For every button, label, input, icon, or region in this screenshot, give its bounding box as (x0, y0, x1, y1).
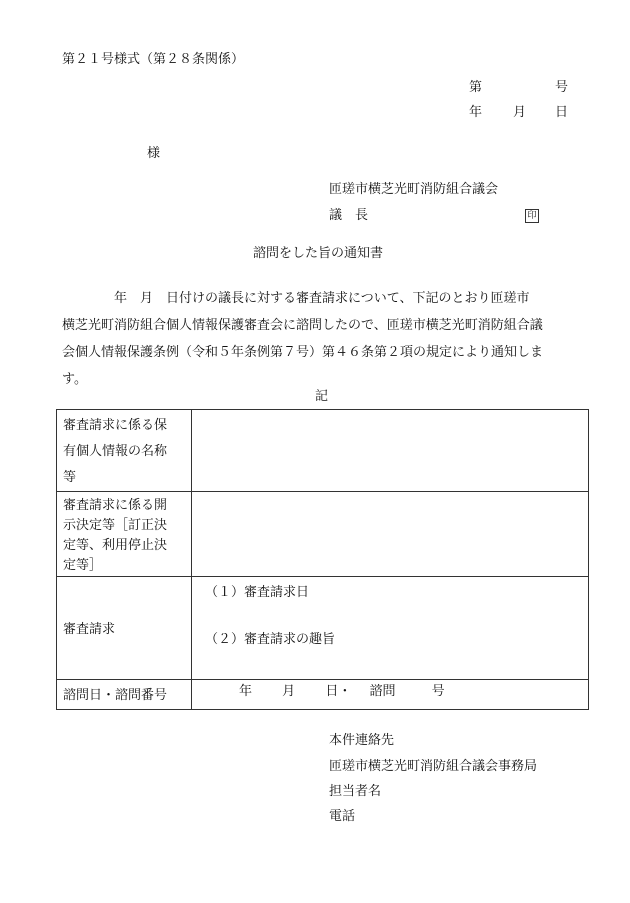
date-year: 年 (469, 105, 483, 120)
body-paragraph (62, 285, 582, 393)
sender-organization: 匝瑳市横芝光町消防組合議会 (329, 182, 499, 197)
date-month: 月 (513, 105, 527, 120)
value-inquiry-date-number[interactable]: 年 月 日・ 諮問 号 (192, 680, 589, 710)
contact-office: 匝瑳市横芝光町消防組合議会事務局 (329, 759, 538, 774)
seal-mark (525, 208, 539, 224)
body-line: 年 月 日付けの議長に対する審査請求について、下記のとおり匝瑳市 (62, 291, 530, 306)
contact-person: 担当者名 (329, 784, 382, 799)
date-day: 日 (555, 105, 569, 120)
document-number-suffix: 号 (555, 80, 569, 95)
label-review-request: 審査請求 (57, 577, 192, 680)
table-row (57, 492, 589, 577)
label-disclosure-decision: 審査請求に係る開 示決定等［訂正決 定等、利用停止決 定等］ (57, 492, 192, 577)
document-number-prefix: 第 (469, 80, 483, 95)
sender-title: 議 長 (329, 208, 369, 223)
value-disclosure-decision[interactable] (192, 492, 589, 577)
value-personal-info-name[interactable] (192, 410, 589, 492)
table-row (57, 577, 589, 680)
seal-icon: 印 (525, 209, 539, 223)
table-row (57, 680, 589, 710)
body-line: 会個人情報保護条例（令和５年条例第７号）第４６条第２項の規定により通知しま (62, 345, 544, 360)
label-personal-info-name: 審査請求に係る保 有個人情報の名称 等 (57, 410, 192, 492)
inquiry-table (56, 409, 589, 710)
body-line: 横芝光町消防組合個人情報保護審査会に諮問したので、匝瑳市横芝光町消防組合議 (62, 318, 543, 333)
review-request-date: （１）審査請求日 (205, 585, 310, 600)
form-number: 第２１号様式（第２８条関係） (62, 52, 245, 67)
document-title: 諮問をした旨の通知書 (253, 246, 384, 261)
body-line: す。 (62, 372, 87, 387)
review-request-purpose: （２）審査請求の趣旨 (205, 632, 336, 647)
addressee-honorific: 様 (147, 146, 161, 161)
contact-heading: 本件連絡先 (329, 733, 395, 748)
label-inquiry-date-number: 諮問日・諮問番号 (57, 680, 192, 710)
contact-phone: 電話 (329, 809, 356, 824)
ki-heading: 記 (315, 389, 329, 404)
value-review-request[interactable] (192, 577, 589, 680)
table-row (57, 410, 589, 492)
